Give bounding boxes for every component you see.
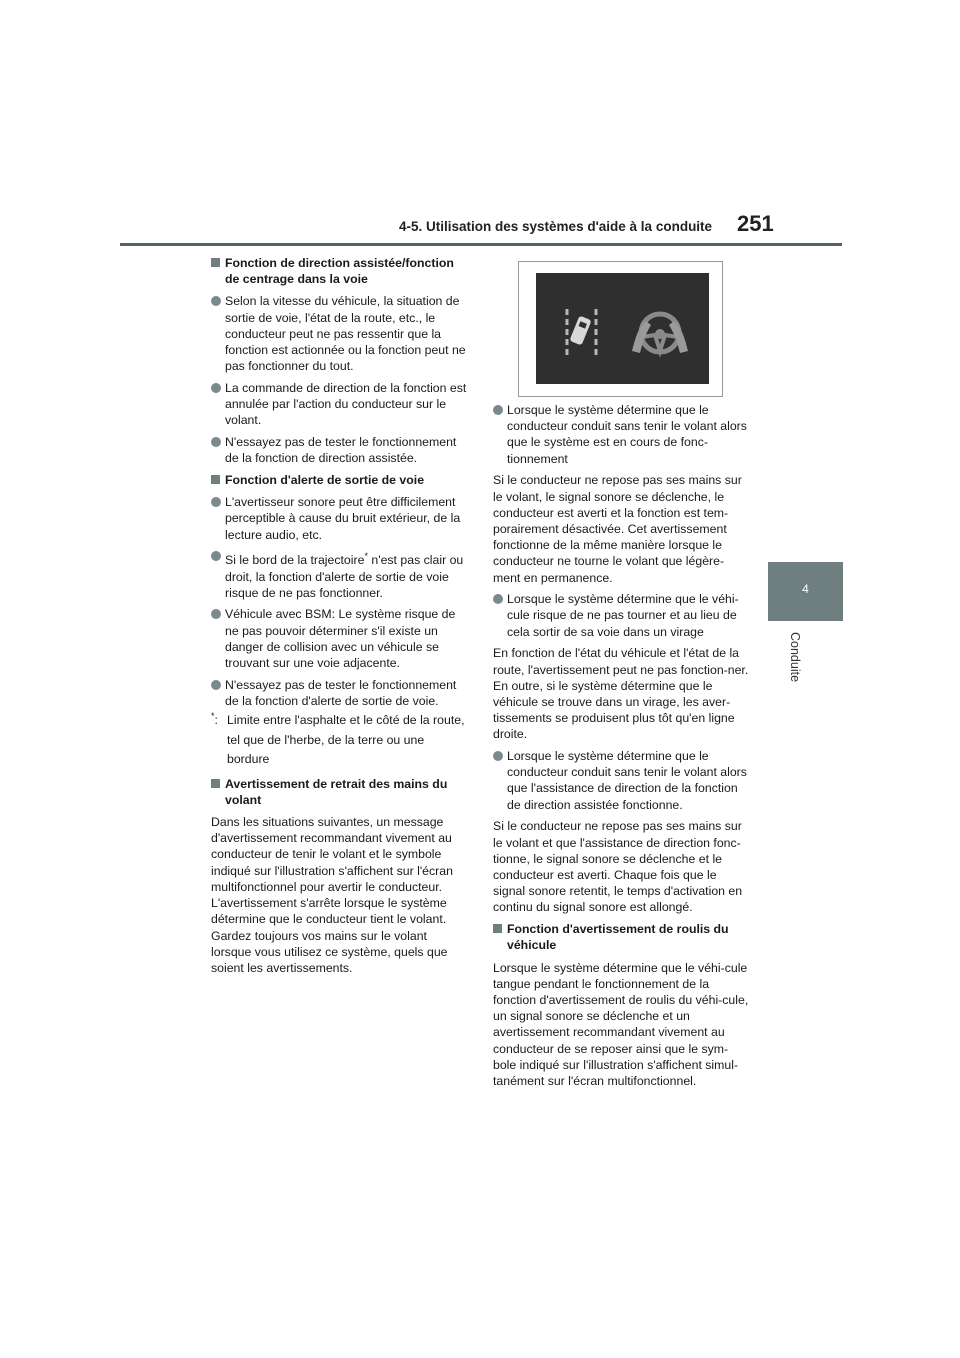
footnote	[211, 711, 468, 770]
bullet-item: La commande de direction de la fonction est annulée par l'action du conducteur sur le volant.	[211, 380, 468, 429]
chapter-number: 4	[802, 582, 809, 596]
heading-steering-assist: Fonction de direction assistée/fonction de centrage dans la voie	[211, 255, 468, 287]
heading-hands-off-warning: Avertissement de retrait des mains du volant	[211, 776, 468, 808]
footnote-reference: *	[364, 551, 368, 562]
bullet-item: Lorsque le système détermine que le conducteur conduit sans tenir le volant alors que le système est en cours de fonc-tionnement	[493, 402, 750, 467]
bullet-item: N'essayez pas de tester le fonctionnement de la fonction d'alerte de sortie de voie.	[211, 677, 468, 709]
bullet-item	[211, 548, 468, 601]
bullet-text: Si le bord de la trajectoire	[225, 553, 365, 568]
section-title: 4-5. Utilisation des systèmes d'aide à la conduite	[399, 219, 713, 234]
footnote-marker	[211, 711, 227, 770]
paragraph: Si le conducteur ne repose pas ses mains sur le volant, le signal sonore se déclenche, le conducteur est averti et la fonction est tem-porairement désactivée. Cet avertissement fonctionne de la même manière lorsque le conducteur ne tourne le volant que légère-ment en permanence.	[493, 473, 742, 585]
bullet-item: Selon la vitesse du véhicule, la situation de sortie de voie, l'état de la route, etc., le conducteur peut ne pas ressentir que la fonction est actionnée ou la fonction peut ne pas fonctionner du tout.	[211, 293, 468, 374]
chapter-tab	[768, 562, 843, 621]
paragraph: En fonction de l'état du véhicule et l'état de la route, l'avertissement peut ne pas fonction-ner. En outre, si le système détermine que le véhicule se trouve dans un virage, les aver-tissements se produisent plus tôt qu'en ligne droite.	[493, 646, 749, 742]
footnote-asterisk: *	[211, 711, 215, 722]
paragraph: Lorsque le système détermine que le véhi-cule tangue pendant le fonctionnement de la fonction d'avertissement de roulis du véhi-cule, un signal sonore se déclenche et un avertissement recommandant vivement au conducteur de se reposer ainsi que le sym-bole indiqué sur l'illustration s'affichent simul-tanément sur l'écran multifonctionnel.	[493, 960, 749, 1088]
hands-on-steering-wheel-icon	[632, 314, 688, 353]
page-number: 251	[737, 211, 774, 236]
lane-departure-icon	[567, 309, 596, 355]
multi-information-display	[536, 273, 709, 384]
chapter-label: Conduite	[788, 632, 802, 683]
footnote-text: Limite entre l'asphalte et le côté de la route, tel que de l'herbe, de la terre ou une bordure	[227, 713, 465, 767]
paragraph: Dans les situations suivantes, un message d'avertissement recommandant vivement au conducteur de tenir le volant et le symbole indiqué sur l'illustration s'affichent sur l'écran multifonctionnel pour avertir le conducteur. L'avertissement s'arrête lorsque le système détermine que le conducteur tient le volant. Gardez toujours vos mains sur le volant lorsque vous utilisez ce système, quels que soient les avertissements.	[211, 815, 453, 975]
bullet-text: n'est pas clair ou droit, la fonction d'alerte de sortie de voie risque de ne pas fonctionner.	[225, 553, 464, 600]
paragraph: Si le conducteur ne repose pas ses mains sur le volant et que l'assistance de direction fonc-tionne, le signal sonore se déclenche et le conducteur est averti. Chaque fois que le signal sonore retentit, le temps d'activation en continu du signal sonore est allongé.	[493, 819, 743, 915]
bullet-item: Lorsque le système détermine que le véhi-cule risque de ne pas tourner et au lieu de cela sortir de sa voie dans un virage	[493, 591, 750, 640]
heading-vehicle-sway-warning: Fonction d'avertissement de roulis du véhicule	[493, 921, 750, 953]
footnote-colon: :	[214, 713, 218, 728]
bullet-item: Véhicule avec BSM: Le système risque de ne pas pouvoir déterminer s'il existe un danger de collision avec un véhicule se trouvant sur une voie adjacente.	[211, 606, 468, 671]
right-column	[493, 402, 750, 1095]
bullet-item: L'avertisseur sonore peut être difficilement perceptible à cause du bruit extérieur, de la lecture audio, etc.	[211, 494, 468, 543]
left-column	[211, 255, 468, 982]
heading-lane-departure-alert: Fonction d'alerte de sortie de voie	[211, 472, 468, 488]
bullet-item: N'essayez pas de tester le fonctionnement de la fonction de direction assistée.	[211, 434, 468, 466]
header-divider	[120, 243, 842, 246]
bullet-item: Lorsque le système détermine que le conducteur conduit sans tenir le volant alors que l'assistance de direction de la fonction de direction assistée fonctionne.	[493, 748, 750, 813]
